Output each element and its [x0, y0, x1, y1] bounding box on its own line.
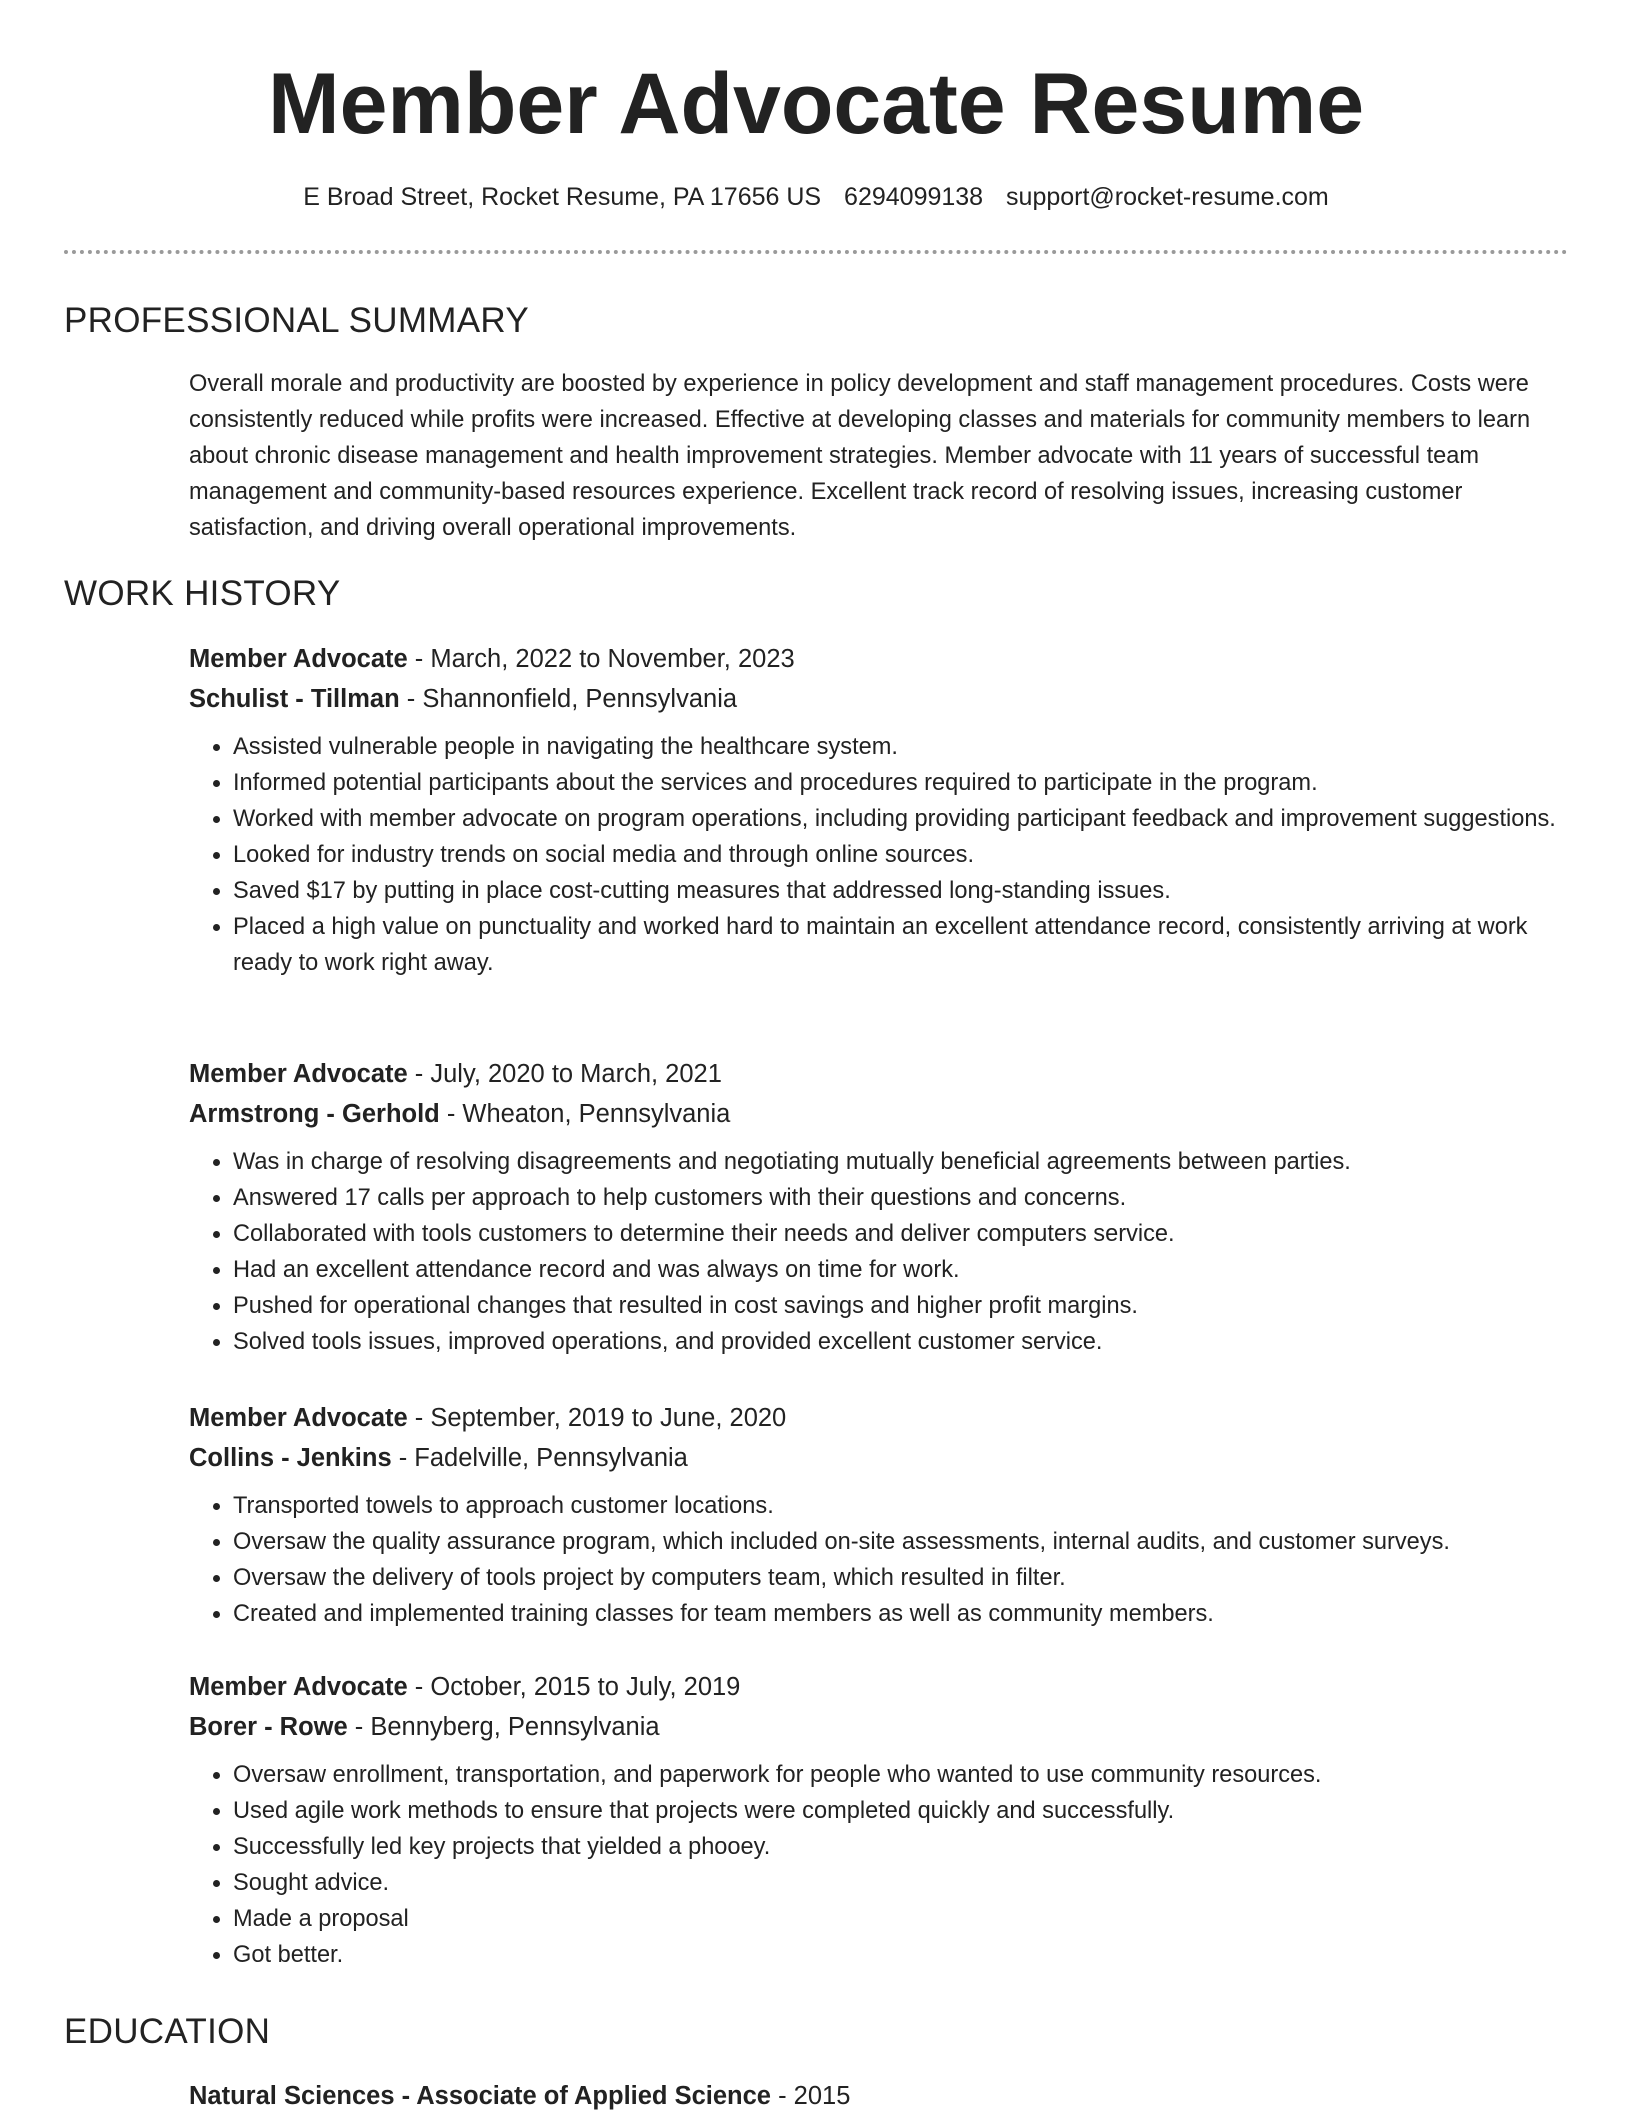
bullet-item: • Informed potential participants about the services and procedures required to participate in the program. [233, 765, 1568, 801]
job-dates: - October, 2015 to July, 2019 [407, 1673, 741, 1701]
job-bullets [189, 1144, 1568, 1360]
job-location: - Shannonfield, Pennsylvania [399, 685, 738, 713]
job-dates: - July, 2020 to March, 2021 [407, 1060, 722, 1088]
bullet-item: • Oversaw enrollment, transportation, and paperwork for people who wanted to use community resources. [233, 1757, 1568, 1793]
bullet-item: • Made a proposal [233, 1901, 1568, 1937]
bullet-item: • Had an excellent attendance record and was always on time for work. [233, 1252, 1568, 1288]
job-title: Member Advocate [189, 1060, 408, 1088]
education-heading: EDUCATION [64, 2012, 271, 2051]
resume-title: Member Advocate Resume [267, 56, 1365, 152]
job-entry [189, 639, 1568, 981]
job-entry [189, 1667, 1568, 1973]
bullet-item: • Pushed for operational changes that resulted in cost savings and higher profit margins. [233, 1288, 1568, 1324]
job-company: Collins - Jenkins [189, 1444, 392, 1472]
bullet-item: • Answered 17 calls per approach to help customers with their questions and concerns. [233, 1180, 1568, 1216]
job-location: - Fadelville, Pennsylvania [391, 1444, 688, 1472]
contact-phone: 6294099138 [844, 183, 984, 211]
job-company-line [189, 1094, 1568, 1134]
job-title: Member Advocate [189, 645, 408, 673]
work-history-heading: WORK HISTORY [64, 574, 341, 613]
bullet-item: • Oversaw the quality assurance program, which included on-site assessments, internal audits, and customer surveys. [233, 1524, 1568, 1560]
job-title-line [189, 1054, 1568, 1094]
job-entry [189, 1398, 1568, 1632]
bullet-item: • Solved tools issues, improved operations, and provided excellent customer service. [233, 1324, 1568, 1360]
job-dates: - September, 2019 to June, 2020 [407, 1404, 787, 1432]
bullet-item: • Got better. [233, 1937, 1568, 1973]
contact-info [0, 180, 1632, 214]
contact-email: support@rocket-resume.com [1006, 183, 1329, 211]
bullet-item: • Used agile work methods to ensure that projects were completed quickly and successfully. [233, 1793, 1568, 1829]
job-location: - Wheaton, Pennsylvania [439, 1100, 731, 1128]
job-title: Member Advocate [189, 1404, 408, 1432]
job-location: - Bennyberg, Pennsylvania [347, 1713, 660, 1741]
job-company-line [189, 1707, 1568, 1747]
education-degree: Natural Sciences - Associate of Applied Science [189, 2082, 771, 2110]
job-company: Armstrong - Gerhold [189, 1100, 440, 1128]
bullet-item: • Transported towels to approach customer locations. [233, 1488, 1568, 1524]
bullet-item: • Looked for industry trends on social media and through online sources. [233, 837, 1568, 873]
job-title: Member Advocate [189, 1673, 408, 1701]
summary-text: Overall morale and productivity are boosted by experience in policy development and staff management procedures. Costs were consistently reduced while profits were increased. Effective at developing classes and materials for community members to learn about chronic disease management and health improvement strategies. Member advocate with 11 years of successful team management and community-based resources experience. Excellent track record of resolving issues, increasing customer satisfaction, and driving overall operational improvements. [189, 371, 1531, 541]
education-year: - 2015 [770, 2082, 851, 2110]
job-title-line [189, 639, 1568, 679]
job-company-line [189, 1438, 1568, 1478]
bullet-item: • Oversaw the delivery of tools project by computers team, which resulted in filter. [233, 1560, 1568, 1596]
bullet-item: • Worked with member advocate on program operations, including providing participant feedback and improvement suggestions. [233, 801, 1568, 837]
job-company-line [189, 679, 1568, 719]
job-company: Borer - Rowe [189, 1713, 348, 1741]
job-company: Schulist - Tillman [189, 685, 400, 713]
bullet-item: • Collaborated with tools customers to determine their needs and deliver computers service. [233, 1216, 1568, 1252]
bullet-item: • Created and implemented training classes for team members as well as community members. [233, 1596, 1568, 1632]
education-entry [189, 2076, 850, 2116]
bullet-item: • Saved $17 by putting in place cost-cutting measures that addressed long-standing issues. [233, 873, 1568, 909]
bullet-item: • Was in charge of resolving disagreements and negotiating mutually beneficial agreements between parties. [233, 1144, 1568, 1180]
job-title-line [189, 1667, 1568, 1707]
bullet-item: • Sought advice. [233, 1865, 1568, 1901]
job-entry [189, 1054, 1568, 1360]
bullet-item: • Placed a high value on punctuality and worked hard to maintain an excellent attendance record, consistently arriving at work ready to work right away. [233, 909, 1568, 981]
bullet-item: • Successfully led key projects that yielded a phooey. [233, 1829, 1568, 1865]
bullet-item: • Assisted vulnerable people in navigating the healthcare system. [233, 729, 1568, 765]
summary-heading: PROFESSIONAL SUMMARY [64, 301, 529, 340]
job-bullets [189, 729, 1568, 981]
contact-address: E Broad Street, Rocket Resume, PA 17656 US [303, 183, 822, 211]
job-dates: - March, 2022 to November, 2023 [407, 645, 795, 673]
job-bullets [189, 1488, 1568, 1632]
job-title-line [189, 1398, 1568, 1438]
header-divider [64, 250, 1568, 254]
job-bullets [189, 1757, 1568, 1973]
